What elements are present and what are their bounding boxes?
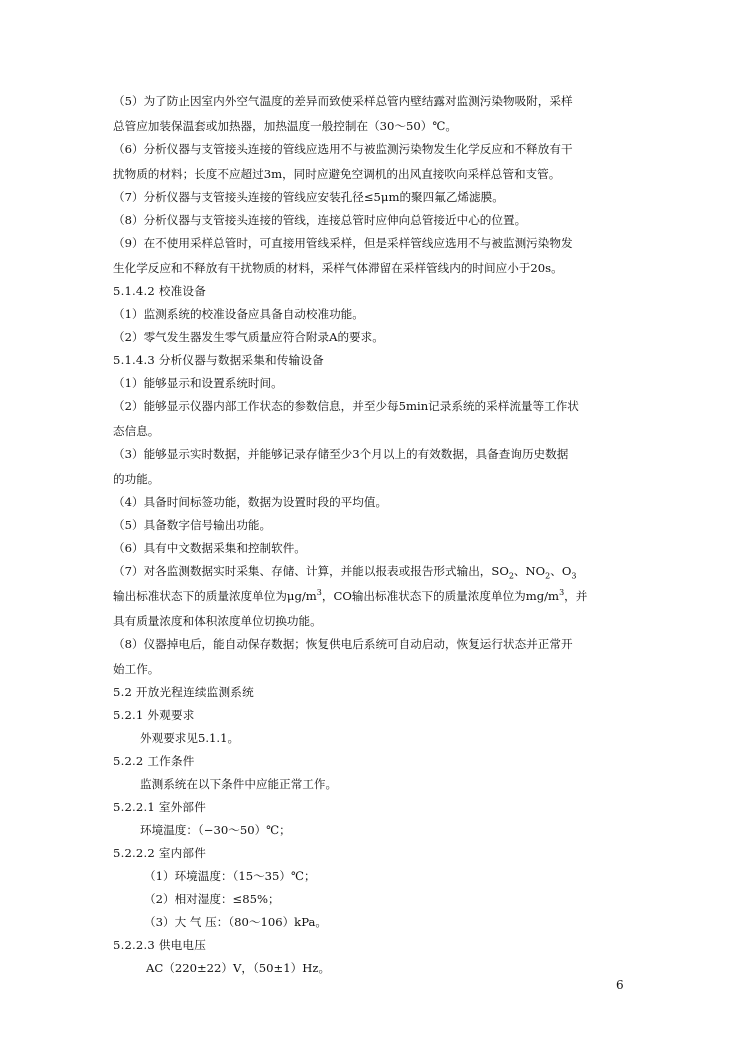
paragraph-line: （7）分析仪器与支管接头连接的管线应安装孔径≤5μm的聚四氟乙烯滤膜。 — [113, 190, 504, 204]
indented-text: AC（220±22）V，（50±1）Hz。 — [146, 961, 331, 975]
paragraph — [113, 399, 633, 438]
indented-text: 外观要求见5.1.1。 — [140, 731, 240, 745]
paragraph — [113, 213, 633, 227]
section-heading: 5.2.1 外观要求 — [113, 708, 195, 722]
paragraph — [113, 541, 633, 555]
section-heading: 5.2.2.3 供电电压 — [113, 938, 207, 952]
paragraph — [113, 307, 633, 321]
paragraph-line: 生化学反应和不释放有干扰物质的材料，采样气体滞留在采样管线内的时间应小于20s。 — [113, 261, 563, 275]
paragraph-item-7 — [113, 564, 633, 628]
indented-list-item: （3）大 气 压：（80～106）kPa。 — [144, 915, 327, 929]
section-heading: 5.2.2.2 室内部件 — [113, 846, 207, 860]
paragraph-line: （5）为了防止因室内外空气温度的差异而致使采样总管内壁结露对监测污染物吸附，采样 — [113, 94, 573, 108]
paragraph-line — [113, 564, 633, 581]
document-body-part-2 — [113, 637, 633, 975]
subscript: 3 — [571, 571, 577, 581]
paragraph — [113, 330, 633, 344]
paragraph-line: （4）具备时间标签功能，数据为设置时段的平均值。 — [113, 495, 388, 509]
paragraph-line: 的功能。 — [113, 472, 160, 486]
text-run: ，并 — [564, 589, 588, 603]
section-heading: 5.2.2.1 室外部件 — [113, 800, 207, 814]
section-heading: 5.2.2 工作条件 — [113, 754, 195, 768]
subscript: 2 — [508, 571, 514, 581]
paragraph — [113, 637, 633, 676]
paragraph-line: （5）具备数字信号输出功能。 — [113, 518, 272, 532]
paragraph-line: （1）能够显示和设置系统时间。 — [113, 376, 283, 390]
paragraph-line: （8）分析仪器与支管接头连接的管线，连接总管时应伸向总管接近中心的位置。 — [113, 213, 527, 227]
paragraph — [113, 518, 633, 532]
superscript: 3 — [559, 588, 565, 598]
paragraph — [113, 447, 633, 486]
paragraph-line: 具有质量浓度和体积浓度单位切换功能。 — [113, 614, 322, 628]
paragraph-line: 始工作。 — [113, 662, 160, 676]
paragraph — [113, 190, 633, 204]
paragraph — [113, 236, 633, 275]
paragraph — [113, 142, 633, 181]
paragraph — [113, 495, 633, 509]
paragraph-line: （9）在不使用采样总管时，可直接用管线采样，但是采样管线应选用不与被监测污染物发 — [113, 236, 573, 250]
paragraph-line: 总管应加装保温套或加热器，加热温度一般控制在（30～50）℃。 — [113, 119, 457, 133]
paragraph-line: （2）能够显示仪器内部工作状态的参数信息，并至少每5min记录系统的采样流量等工作状 — [113, 399, 579, 413]
superscript: 3 — [316, 588, 322, 598]
paragraph-line: （3）能够显示实时数据，并能够记录存储至少3个月以上的有效数据，具备查询历史数据 — [113, 447, 569, 461]
paragraph-line: （6）分析仪器与支管接头连接的管线应选用不与被监测污染物发生化学反应和不释放有干 — [113, 142, 573, 156]
text-run: （7）对各监测数据实时采集、存储、计算，并能以报表或报告形式输出，SO — [113, 564, 509, 578]
paragraph-line — [113, 589, 633, 603]
text-run: ，CO输出标准状态下的质量浓度单位为mg/m — [321, 589, 560, 603]
section-heading: 5.2 开放光程连续监测系统 — [113, 685, 254, 699]
page-number: 6 — [616, 978, 624, 992]
paragraph-line: 态信息。 — [113, 424, 160, 438]
subscript: 2 — [545, 571, 551, 581]
indented-text: 环境温度：（−30～50）℃； — [140, 823, 291, 837]
section-heading: 5.1.4.3 分析仪器与数据采集和传输设备 — [113, 353, 324, 367]
paragraph — [113, 94, 633, 133]
paragraph-line: 扰物质的材料；长度不应超过3m，同时应避免空调机的出风直接吹向采样总管和支管。 — [113, 167, 561, 181]
document-body-part-1 — [113, 94, 633, 555]
paragraph-line: （6）具有中文数据采集和控制软件。 — [113, 541, 306, 555]
paragraph — [113, 376, 633, 390]
indented-list-item: （1）环境温度：（15～35）℃； — [144, 869, 316, 883]
paragraph-line: （8）仪器掉电后，能自动保存数据；恢复供电后系统可自动启动，恢复运行状态并正常开 — [113, 637, 573, 651]
paragraph-line: （2）零气发生器发生零气质量应符合附录A的要求。 — [113, 330, 384, 344]
indented-list-item: （2）相对湿度：≤85%； — [144, 892, 280, 906]
paragraph-line: （1）监测系统的校准设备应具备自动校准功能。 — [113, 307, 364, 321]
text-run: 、NO — [513, 564, 546, 578]
indented-text: 监测系统在以下条件中应能正常工作。 — [140, 777, 338, 791]
section-heading: 5.1.4.2 校准设备 — [113, 284, 207, 298]
text-run: 输出标准状态下的质量浓度单位为μg/m — [113, 589, 317, 603]
document-page — [113, 94, 633, 984]
text-run: 、O — [550, 564, 572, 578]
